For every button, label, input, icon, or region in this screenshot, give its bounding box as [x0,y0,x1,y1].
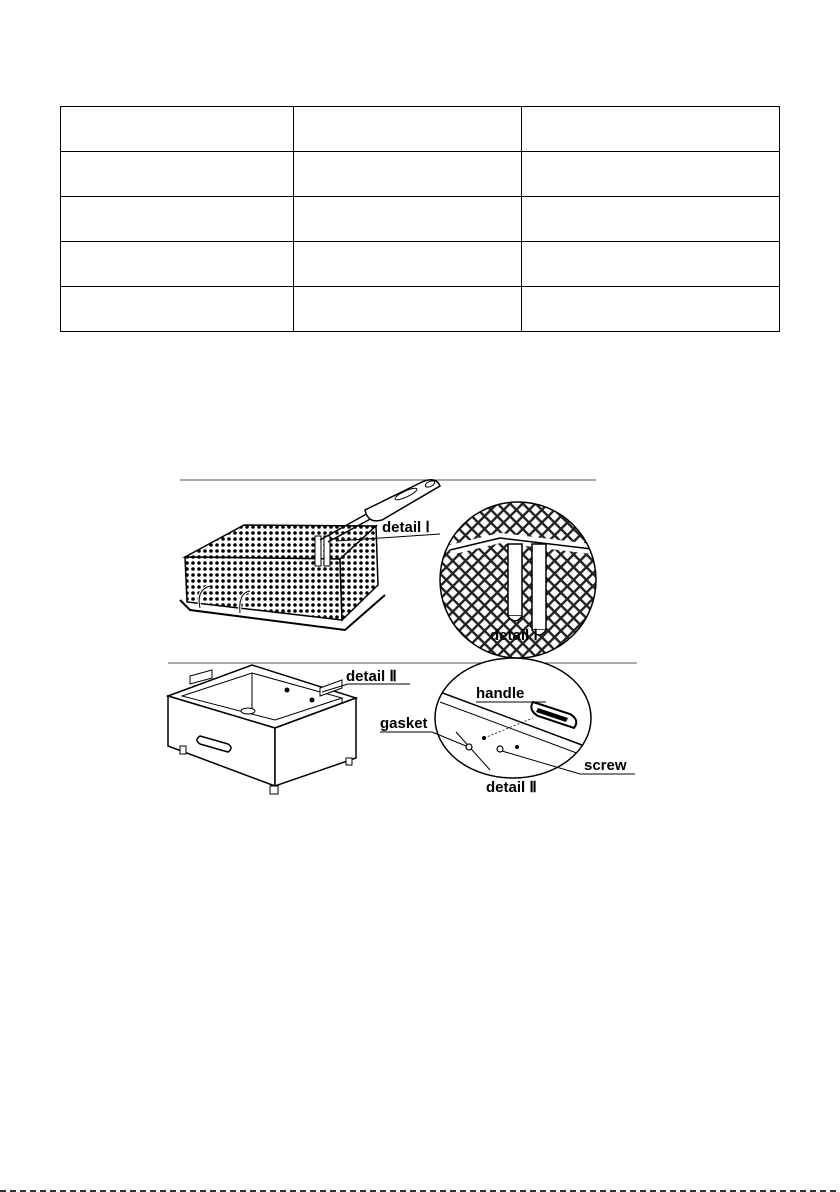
assembly-diagram [160,470,650,800]
detail-2-caption: detail Ⅱ [486,779,537,796]
table-cell [522,287,780,332]
table-row [61,197,780,242]
table-cell [294,242,522,287]
assembly-figure [160,470,650,800]
table-cell [294,152,522,197]
oil-pan [168,665,356,794]
table-row [61,287,780,332]
table-cell [294,197,522,242]
screw-label: screw [584,757,627,774]
table-cell [61,242,294,287]
handle-label: handle [476,685,525,702]
table-cell [61,107,294,152]
table-cell [294,287,522,332]
detail-1-caption: detail Ⅰ [490,627,538,644]
detail-2-callout: detail Ⅱ [346,668,397,685]
detail-2-view [435,658,591,778]
detail-1-callout: detail Ⅰ [382,519,430,536]
table-row [61,242,780,287]
table-row [61,107,780,152]
table-cell [294,107,522,152]
spec-table [60,106,780,332]
table-cell [61,287,294,332]
table-cell [522,197,780,242]
table-cell [522,107,780,152]
table-row [61,152,780,197]
fryer-basket [180,480,440,630]
table-cell [61,197,294,242]
gasket-label: gasket [380,715,428,732]
table-cell [522,152,780,197]
table-cell [61,152,294,197]
table-cell [522,242,780,287]
